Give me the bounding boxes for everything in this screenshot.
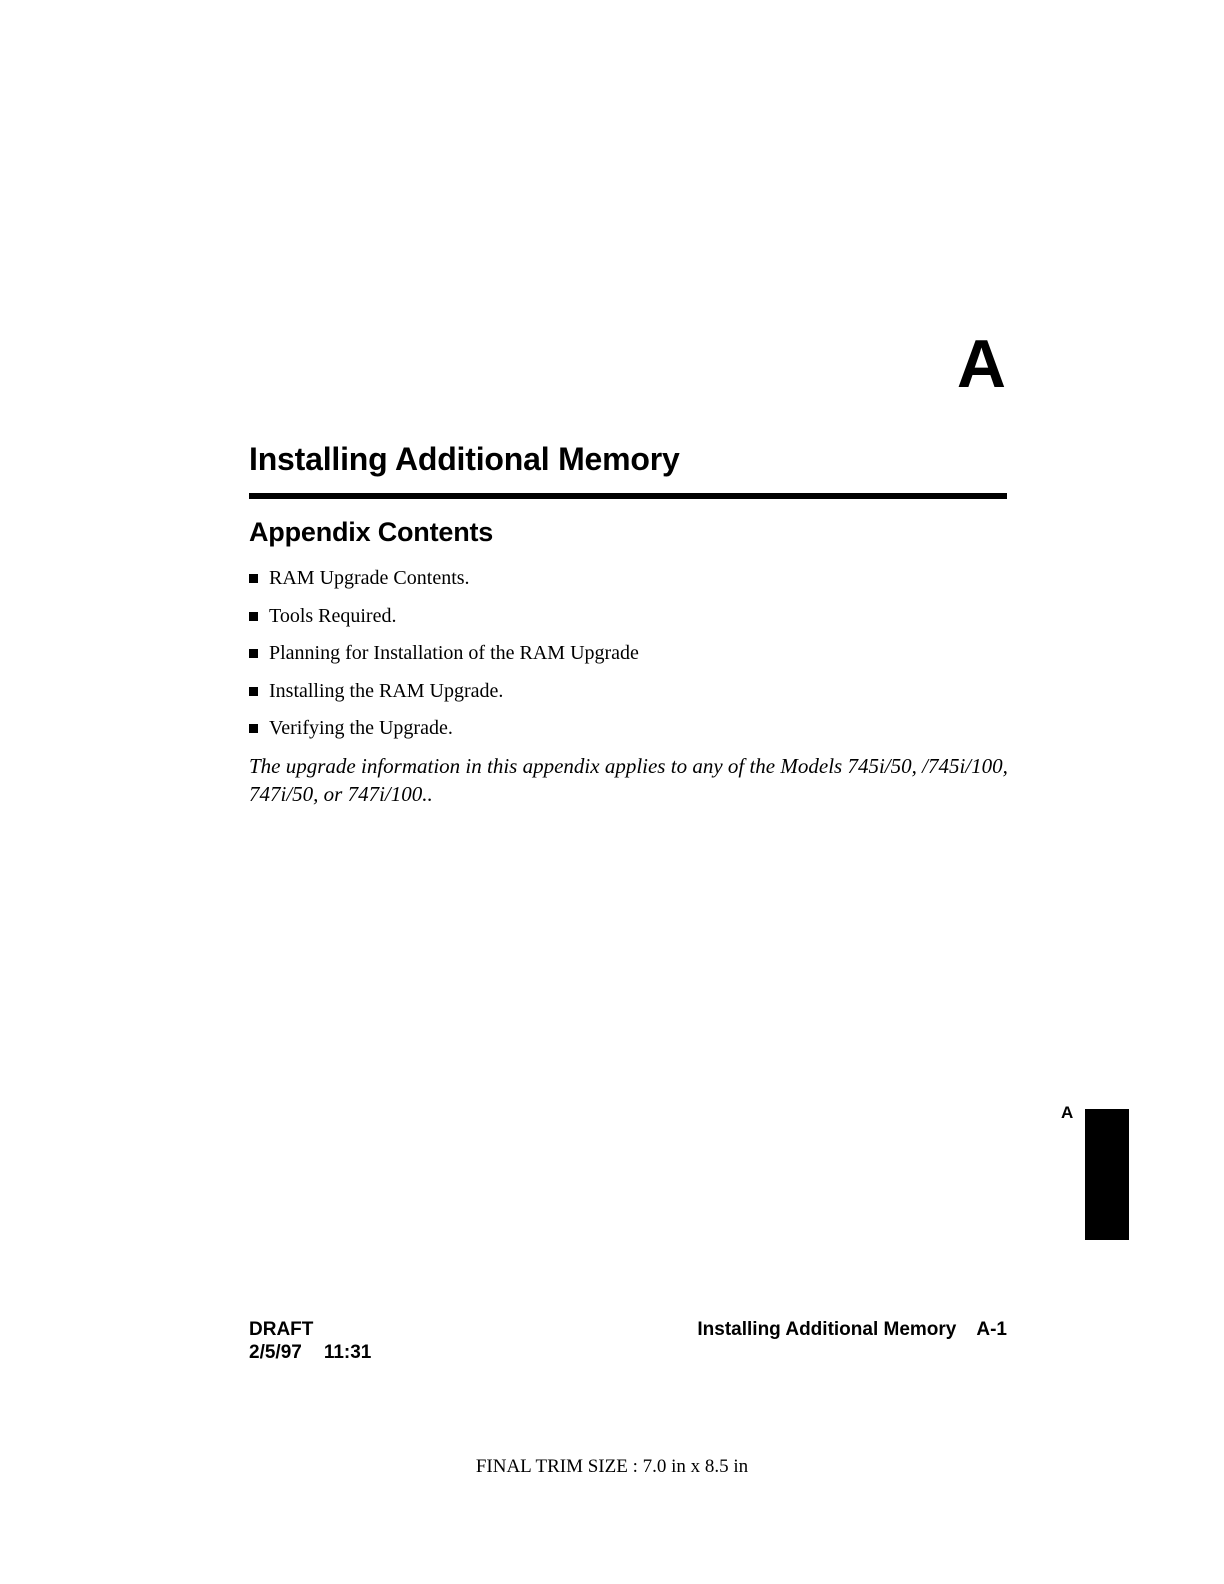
list-item-label: RAM Upgrade Contents.: [269, 567, 470, 589]
bullet-icon: [249, 612, 258, 621]
bullet-icon: [249, 687, 258, 696]
footer-draft-stamp: [249, 1318, 371, 1364]
list-item: [249, 563, 1009, 601]
list-item: [249, 676, 1009, 714]
list-item-label: Installing the RAM Upgrade.: [269, 679, 504, 702]
list-item: [249, 638, 1009, 676]
chapter-title: Installing Additional Memory: [249, 441, 680, 477]
bullet-icon: [249, 574, 258, 583]
list-item-label: Planning for Installation of the RAM Upgrade: [269, 642, 639, 664]
draft-date-line: [249, 1341, 371, 1364]
draft-time: 11:31: [323, 1342, 372, 1363]
applicability-note: The upgrade information in this appendix applies to any of the Models 745i/50, /745i/100, 747i/50, or 747i/100..: [249, 754, 1008, 806]
thumb-tab-letter: A: [1061, 1103, 1074, 1122]
bullet-icon: [249, 724, 258, 733]
title-rule: [249, 493, 1007, 499]
thumb-tab-marker: [1085, 1109, 1129, 1240]
running-title: Installing Additional Memory: [697, 1319, 957, 1340]
list-item-label: Tools Required.: [269, 604, 397, 627]
contents-list: [249, 563, 1009, 751]
list-item-label: Verifying the Upgrade.: [269, 717, 453, 739]
trim-size-note: FINAL TRIM SIZE : 7.0 in x 8.5 in: [475, 1456, 749, 1477]
draft-label: DRAFT: [249, 1319, 314, 1340]
running-footer: [697, 1318, 1007, 1341]
section-heading: Appendix Contents: [249, 517, 494, 547]
bullet-icon: [249, 649, 258, 658]
draft-date: 2/5/97: [249, 1342, 302, 1363]
page-number: A-1: [976, 1319, 1007, 1340]
list-item: [249, 601, 1009, 639]
chapter-letter: A: [956, 326, 1006, 402]
list-item: [249, 713, 1009, 751]
